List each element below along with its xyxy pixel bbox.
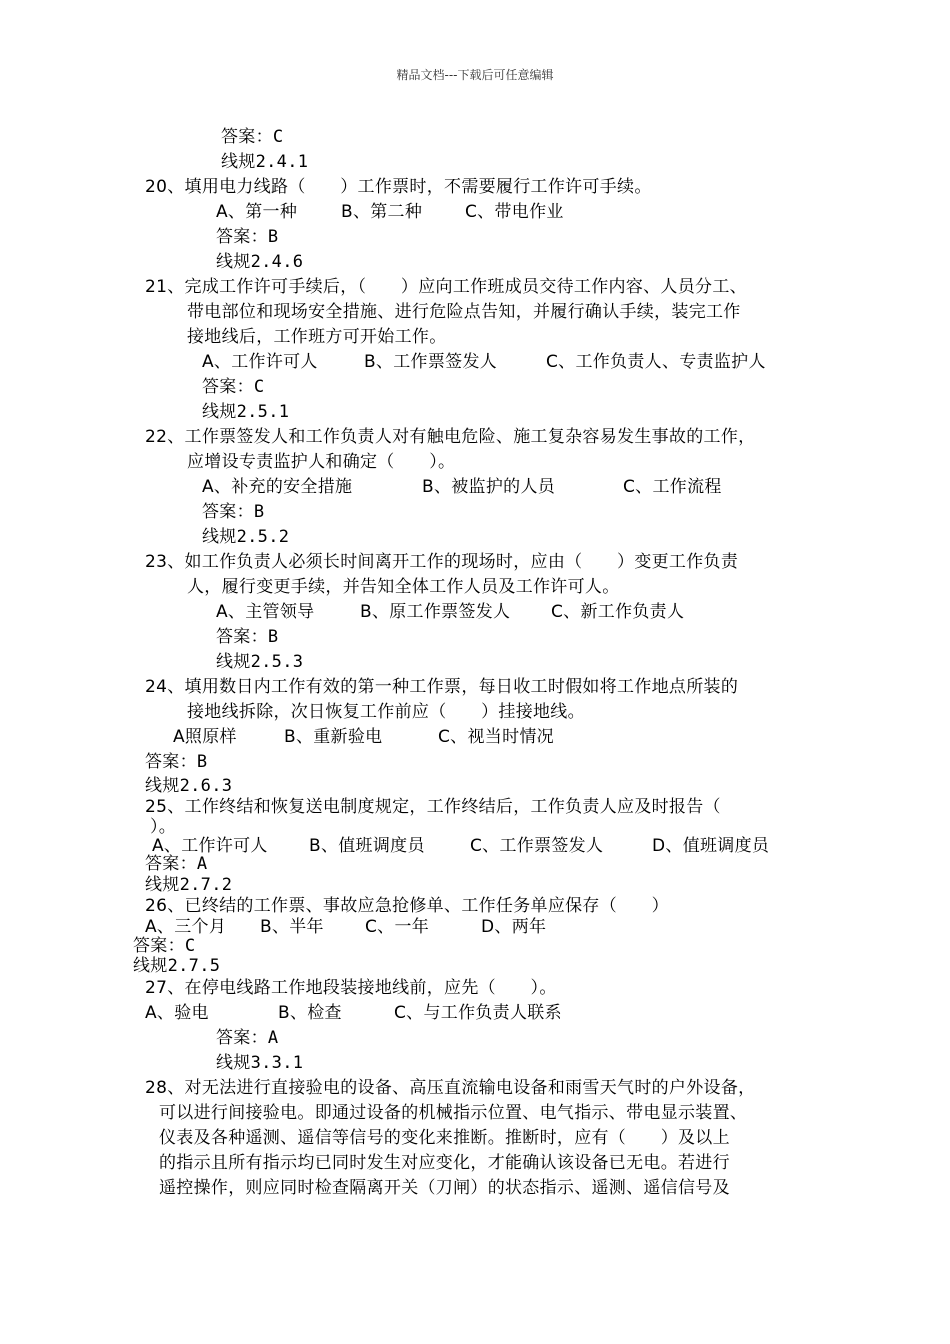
- q25-option-b: B、值班调度员: [309, 836, 425, 856]
- q22-stem-line1: 22、工作票签发人和工作负责人对有触电危险、施工复杂容易发生事故的工作，: [145, 427, 756, 447]
- q21-stem-line3: 接地线后，工作班方可开始工作。: [187, 327, 447, 347]
- q22-ref: 线规2.5.2: [202, 527, 290, 547]
- q26-stem: 26、已终结的工作票、事故应急抢修单、工作任务单应保存（ ）: [145, 896, 669, 916]
- q24-answer: 答案：B: [145, 752, 208, 772]
- q26-answer: 答案：C: [133, 936, 196, 956]
- q24-stem-line1: 24、填用数日内工作有效的第一种工作票，每日收工时假如将工作地点所装的: [145, 677, 739, 697]
- page-header: 精品文档---下载后可任意编辑: [396, 68, 554, 82]
- q22-option-c: C、工作流程: [623, 477, 722, 497]
- q28-stem-line2: 可以进行间接验电。即通过设备的机械指示位置、电气指示、带电显示装置、: [159, 1103, 748, 1123]
- q25-stem-line2: ）。: [150, 817, 177, 837]
- q21-answer: 答案：C: [202, 377, 265, 397]
- q23-option-a: A、主管领导: [216, 602, 315, 622]
- q23-stem-line2: 人，履行变更手续，并告知全体工作人员及工作许可人。: [187, 577, 620, 597]
- q26-option-c: C、一年: [365, 917, 430, 937]
- q19-ref: 线规2.4.1: [221, 152, 309, 172]
- q27-option-a: A、验电: [145, 1003, 209, 1023]
- q21-stem-line2: 带电部位和现场安全措施、进行危险点告知，并履行确认手续，装完工作: [187, 302, 741, 322]
- q26-ref: 线规2.7.5: [133, 956, 221, 976]
- q22-option-b: B、被监护的人员: [422, 477, 556, 497]
- q23-ref: 线规2.5.3: [216, 652, 304, 672]
- q23-stem-line1: 23、如工作负责人必须长时间离开工作的现场时，应由（ ）变更工作负责: [145, 552, 739, 572]
- q20-option-a: A、第一种: [216, 202, 298, 222]
- q25-answer: 答案：A: [145, 854, 208, 874]
- q27-stem: 27、在停电线路工作地段装接地线前，应先（ ）。: [145, 978, 557, 998]
- q26-option-a: A、三个月: [145, 917, 227, 937]
- q21-option-a: A、工作许可人: [202, 352, 318, 372]
- q24-stem-line2: 接地线拆除，次日恢复工作前应（ ）挂接地线。: [187, 702, 585, 722]
- q22-answer: 答案：B: [202, 502, 265, 522]
- q27-option-b: B、检查: [278, 1003, 342, 1023]
- q25-ref: 线规2.7.2: [145, 875, 233, 895]
- q25-stem-line1: 25、工作终结和恢复送电制度规定，工作终结后，工作负责人应及时报告（: [145, 797, 721, 817]
- q24-option-a: A照原样: [173, 727, 237, 747]
- q28-stem-line4: 的指示且所有指示均已同时发生对应变化，才能确认该设备已无电。若进行: [159, 1153, 730, 1173]
- q23-option-c: C、新工作负责人: [551, 602, 685, 622]
- q20-ref: 线规2.4.6: [216, 252, 304, 272]
- q25-option-c: C、工作票签发人: [470, 836, 604, 856]
- q28-stem-line5: 遥控操作，则应同时检查隔离开关（刀闸）的状态指示、遥测、遥信信号及: [159, 1178, 730, 1198]
- q27-ref: 线规3.3.1: [216, 1053, 304, 1073]
- q20-stem: 20、填用电力线路（ ）工作票时，不需要履行工作许可手续。: [145, 177, 652, 197]
- q28-stem-line1: 28、对无法进行直接验电的设备、高压直流输电设备和雨雪天气时的户外设备，: [145, 1078, 756, 1098]
- q26-option-d: D、两年: [481, 917, 547, 937]
- q23-option-b: B、原工作票签发人: [360, 602, 511, 622]
- q24-ref: 线规2.6.3: [145, 776, 233, 796]
- q20-option-b: B、第二种: [341, 202, 423, 222]
- q21-option-b: B、工作票签发人: [364, 352, 498, 372]
- q21-ref: 线规2.5.1: [202, 402, 290, 422]
- q22-stem-line2: 应增设专责监护人和确定（ ）。: [187, 452, 456, 472]
- q27-option-c: C、与工作负责人联系: [394, 1003, 562, 1023]
- q21-stem-line1: 21、完成工作许可手续后，（ ）应向工作班成员交待工作内容、人员分工、: [145, 277, 747, 297]
- q19-answer: 答案：C: [221, 127, 284, 147]
- q22-option-a: A、补充的安全措施: [202, 477, 353, 497]
- q27-answer: 答案：A: [216, 1028, 279, 1048]
- q24-option-c: C、视当时情况: [438, 727, 554, 747]
- q20-answer: 答案：B: [216, 227, 279, 247]
- q25-option-a: A、工作许可人: [152, 836, 268, 856]
- q25-option-d: D、值班调度员: [652, 836, 770, 856]
- q26-option-b: B、半年: [260, 917, 324, 937]
- q24-option-b: B、重新验电: [284, 727, 383, 747]
- q21-option-c: C、工作负责人、专责监护人: [546, 352, 766, 372]
- q20-option-c: C、带电作业: [465, 202, 564, 222]
- q28-stem-line3: 仪表及各种遥测、遥信等信号的变化来推断。推断时，应有（ ）及以上: [159, 1128, 730, 1148]
- q23-answer: 答案：B: [216, 627, 279, 647]
